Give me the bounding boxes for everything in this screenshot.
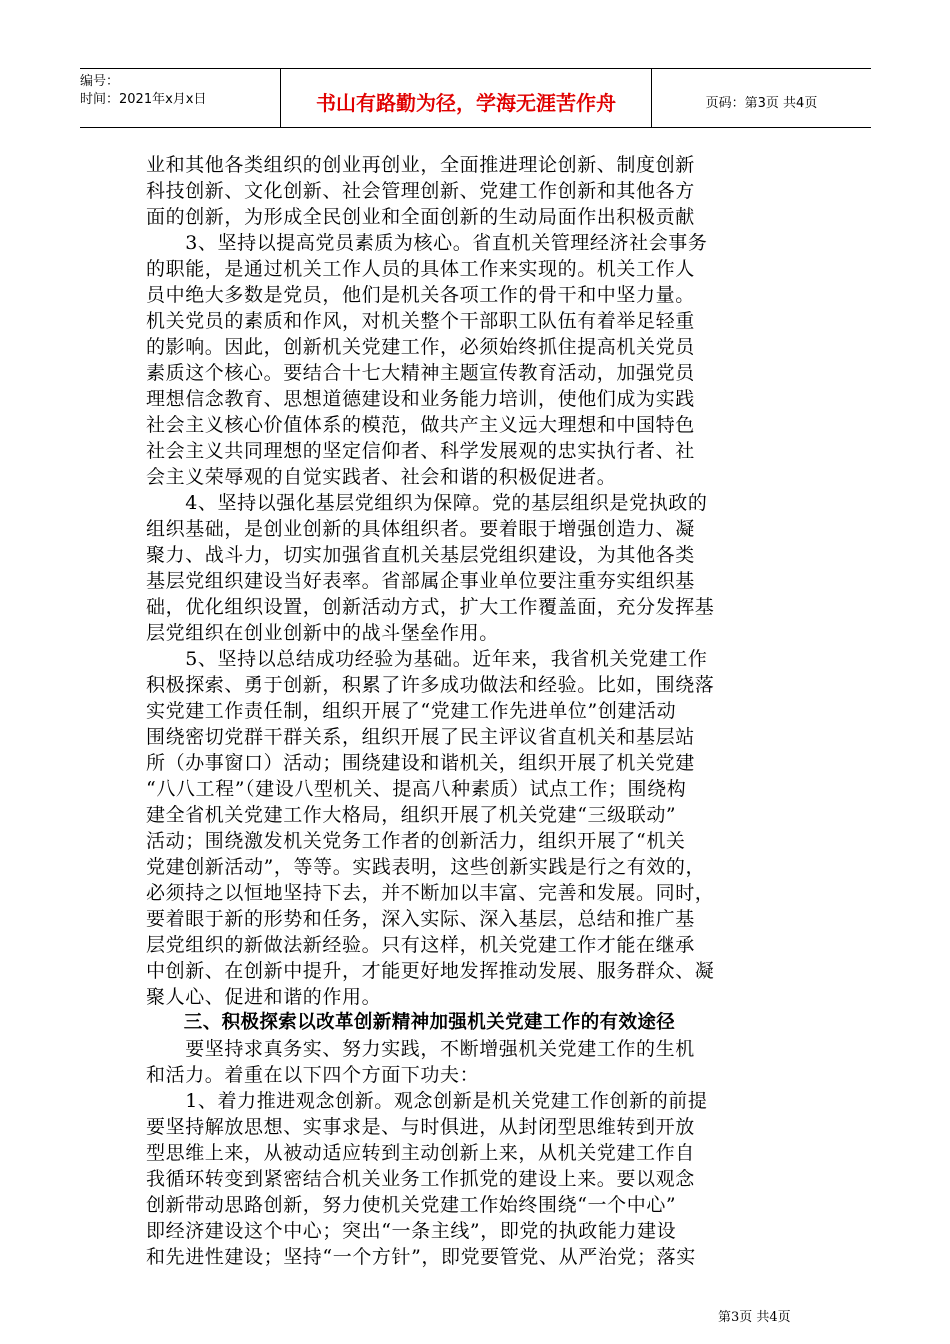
body-text-line: 围绕密切党群干群关系，组织开展了民主评议省直机关和基层站 — [146, 726, 695, 748]
body-text-line: 基层党组织建设当好表率。省部属企事业单位要注重夯实组织基 — [146, 570, 695, 592]
header-meta — [80, 69, 280, 131]
body-text-line: 科技创新、文化创新、社会管理创新、党建工作创新和其他各方 — [146, 180, 695, 202]
body-text-line: 的职能，是通过机关工作人员的具体工作来实现的。机关工作人 — [146, 258, 695, 280]
header-page-number: 页码：第3页 共4页 — [705, 95, 818, 111]
body-text-line: 础，优化组织设置，创新活动方式，扩大工作覆盖面，充分发挥基 — [146, 596, 715, 618]
body-text-line: 型思维上来，从被动适应转到主动创新上来，从机关党建工作自 — [146, 1142, 695, 1164]
body-text-line: 要坚持解放思想、实事求是、与时俱进，从封闭型思维转到开放 — [146, 1116, 695, 1138]
body-text-line: 我循环转变到紧密结合机关业务工作抓党的建设上来。要以观念 — [146, 1168, 695, 1190]
body-text-line: 和活力。着重在以下四个方面下功夫： — [146, 1064, 480, 1086]
body-text-line: 所（办事窗口）活动；围绕建设和谐机关，组织开展了机关党建 — [146, 752, 695, 774]
body-text-line: 聚人心、促进和谐的作用。 — [146, 986, 382, 1008]
body-text-line: 面的创新，为形成全民创业和全面创新的生动局面作出积极贡献 — [146, 206, 695, 228]
body-text-line: 社会主义核心价值体系的模范，做共产主义远大理想和中国特色 — [146, 414, 695, 436]
body-text-line: 的影响。因此，创新机关党建工作，必须始终抓住提高机关党员 — [146, 336, 695, 358]
body-text-line: 4、坚持以强化基层党组织为保障。党的基层组织是党执政的 — [146, 492, 708, 514]
section-heading: 三、积极探索以改革创新精神加强机关党建工作的有效途径 — [146, 1012, 676, 1033]
body-text-line: 理想信念教育、思想道德建设和业务能力培训，使他们成为实践 — [146, 388, 695, 410]
body-text-line: 和先进性建设；坚持“一个方针”，即党要管党、从严治党；落实 — [146, 1246, 696, 1268]
body-text-line: 要坚持求真务实、努力实践，不断增强机关党建工作的生机 — [146, 1038, 695, 1060]
body-text-line: 层党组织的新做法新经验。只有这样，机关党建工作才能在继承 — [146, 934, 695, 956]
body-text-line: 活动；围绕激发机关党务工作者的创新活力，组织开展了“机关 — [146, 830, 686, 852]
header-motto: 书山有路勤为径，学海无涯苦作舟 — [316, 90, 616, 115]
page-header — [80, 68, 871, 128]
body-text-line: 党建创新活动”，等等。实践表明，这些创新实践是行之有效的， — [146, 856, 706, 878]
body-text-line: 社会主义共同理想的坚定信仰者、科学发展观的忠实执行者、社 — [146, 440, 695, 462]
page-footer-number: 第3页 共4页 — [718, 1310, 791, 1325]
body-text-line: 实党建工作责任制，组织开展了“党建工作先进单位”创建活动 — [146, 700, 677, 722]
body-text-line: 积极探索、勇于创新，积累了许多成功做法和经验。比如，围绕落 — [146, 674, 715, 696]
body-text-line: 组织基础，是创业创新的具体组织者。要着眼于增强创造力、凝 — [146, 518, 695, 540]
document-number-label: 编号： — [80, 74, 120, 89]
body-text-line: 3、坚持以提高党员素质为核心。省直机关管理经济社会事务 — [146, 232, 708, 254]
body-text-line: 中创新、在创新中提升，才能更好地发挥推动发展、服务群众、凝 — [146, 960, 715, 982]
body-text-line: 必须持之以恒地坚持下去，并不断加以丰富、完善和发展。同时， — [146, 882, 715, 904]
body-text-line: 素质这个核心。要结合十七大精神主题宣传教育活动，加强党员 — [146, 362, 695, 384]
document-date-label: 时间：2021年x月x日 — [80, 92, 207, 107]
body-text-line: 即经济建设这个中心；突出“一条主线”，即党的执政能力建设 — [146, 1220, 677, 1242]
body-text-line: 要着眼于新的形势和任务，深入实际、深入基层，总结和推广基 — [146, 908, 695, 930]
body-text-line: 员中绝大多数是党员，他们是机关各项工作的骨干和中坚力量。 — [146, 284, 695, 306]
document-body — [146, 152, 806, 1270]
body-text-line: 5、坚持以总结成功经验为基础。近年来，我省机关党建工作 — [146, 648, 708, 670]
body-text-line: 会主义荣辱观的自觉实践者、社会和谐的积极促进者。 — [146, 466, 617, 488]
body-text-line: 层党组织在创业创新中的战斗堡垒作用。 — [146, 622, 499, 644]
body-text-line: “八八工程”（建设八型机关、提高八种素质）试点工作；围绕构 — [146, 778, 687, 800]
body-text-line: 1、着力推进观念创新。观念创新是机关党建工作创新的前提 — [146, 1090, 708, 1112]
header-motto-cell — [280, 69, 652, 127]
body-text-line: 建全省机关党建工作大格局，组织开展了机关党建“三级联动” — [146, 804, 677, 826]
body-text-line: 创新带动思路创新，努力使机关党建工作始终围绕“一个中心” — [146, 1194, 677, 1216]
body-text-line: 业和其他各类组织的创业再创业，全面推进理论创新、制度创新 — [146, 154, 695, 176]
body-text-line: 机关党员的素质和作风，对机关整个干部职工队伍有着举足轻重 — [146, 310, 695, 332]
body-text-line: 聚力、战斗力，切实加强省直机关基层党组织建设，为其他各类 — [146, 544, 695, 566]
